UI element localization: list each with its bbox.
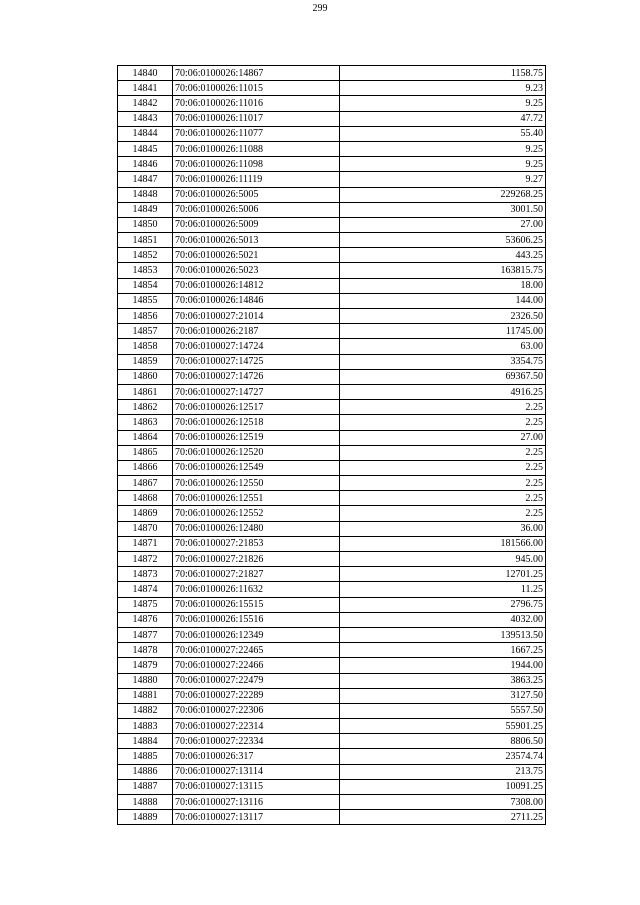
- table-row: [118, 476, 546, 491]
- cadastral-number-cell: 70:06:0100026:317: [173, 749, 340, 764]
- cadastral-number-cell: 70:06:0100027:14725: [173, 354, 340, 369]
- cadastral-number-cell: 70:06:0100026:11632: [173, 582, 340, 597]
- table-row: [118, 248, 546, 263]
- table-row: [118, 582, 546, 597]
- value-cell: 3863.25: [340, 673, 546, 688]
- row-number-cell: 14863: [118, 415, 173, 430]
- cadastral-number-cell: 70:06:0100026:5009: [173, 217, 340, 232]
- cadastral-number-cell: 70:06:0100026:12520: [173, 445, 340, 460]
- value-cell: 7308.00: [340, 795, 546, 810]
- row-number-cell: 14881: [118, 688, 173, 703]
- value-cell: 47.72: [340, 111, 546, 126]
- cadastral-number-cell: 70:06:0100026:12550: [173, 476, 340, 491]
- value-cell: 2796.75: [340, 597, 546, 612]
- row-number-cell: 14868: [118, 491, 173, 506]
- value-cell: 2.25: [340, 415, 546, 430]
- table-row: [118, 96, 546, 111]
- cadastral-number-cell: 70:06:0100027:21826: [173, 552, 340, 567]
- cadastral-number-cell: 70:06:0100026:11017: [173, 111, 340, 126]
- value-cell: 12701.25: [340, 567, 546, 582]
- cadastral-number-cell: 70:06:0100026:12551: [173, 491, 340, 506]
- value-cell: 27.00: [340, 430, 546, 445]
- cadastral-number-cell: 70:06:0100026:14812: [173, 278, 340, 293]
- table-row: [118, 445, 546, 460]
- value-cell: 5557.50: [340, 703, 546, 718]
- row-number-cell: 14841: [118, 81, 173, 96]
- row-number-cell: 14875: [118, 597, 173, 612]
- value-cell: 9.27: [340, 172, 546, 187]
- table-row: [118, 552, 546, 567]
- cadastral-number-cell: 70:06:0100027:21014: [173, 309, 340, 324]
- row-number-cell: 14858: [118, 339, 173, 354]
- table-row: [118, 354, 546, 369]
- row-number-cell: 14857: [118, 324, 173, 339]
- table-row: [118, 415, 546, 430]
- table-body: [118, 66, 546, 825]
- row-number-cell: 14884: [118, 734, 173, 749]
- table-row: [118, 369, 546, 384]
- table-row: [118, 309, 546, 324]
- row-number-cell: 14861: [118, 384, 173, 399]
- value-cell: 3001.50: [340, 202, 546, 217]
- table-row: [118, 339, 546, 354]
- value-cell: 11745.00: [340, 324, 546, 339]
- table-row: [118, 719, 546, 734]
- cadastral-number-cell: 70:06:0100026:14846: [173, 293, 340, 308]
- cadastral-number-cell: 70:06:0100026:2187: [173, 324, 340, 339]
- value-cell: 9.23: [340, 81, 546, 96]
- cadastral-number-cell: 70:06:0100027:22306: [173, 703, 340, 718]
- value-cell: 10091.25: [340, 779, 546, 794]
- table-row: [118, 673, 546, 688]
- cadastral-number-cell: 70:06:0100026:11016: [173, 96, 340, 111]
- table-row: [118, 384, 546, 399]
- table-row: [118, 627, 546, 642]
- row-number-cell: 14846: [118, 157, 173, 172]
- table-row: [118, 658, 546, 673]
- table-row: [118, 506, 546, 521]
- value-cell: 55.40: [340, 126, 546, 141]
- row-number-cell: 14862: [118, 400, 173, 415]
- cadastral-number-cell: 70:06:0100026:5013: [173, 233, 340, 248]
- cadastral-number-cell: 70:06:0100026:11119: [173, 172, 340, 187]
- value-cell: 1944.00: [340, 658, 546, 673]
- row-number-cell: 14845: [118, 141, 173, 156]
- value-cell: 9.25: [340, 141, 546, 156]
- row-number-cell: 14859: [118, 354, 173, 369]
- value-cell: 181566.00: [340, 536, 546, 551]
- table-row: [118, 81, 546, 96]
- row-number-cell: 14874: [118, 582, 173, 597]
- page-number: 299: [312, 3, 328, 14]
- table-row: [118, 567, 546, 582]
- value-cell: 1158.75: [340, 66, 546, 81]
- cadastral-number-cell: 70:06:0100026:11077: [173, 126, 340, 141]
- value-cell: 53606.25: [340, 233, 546, 248]
- row-number-cell: 14870: [118, 521, 173, 536]
- table-row: [118, 643, 546, 658]
- table-row: [118, 810, 546, 825]
- cadastral-number-cell: 70:06:0100026:15515: [173, 597, 340, 612]
- row-number-cell: 14847: [118, 172, 173, 187]
- row-number-cell: 14852: [118, 248, 173, 263]
- cadastral-number-cell: 70:06:0100026:12349: [173, 627, 340, 642]
- row-number-cell: 14883: [118, 719, 173, 734]
- value-cell: 18.00: [340, 278, 546, 293]
- cadastral-number-cell: 70:06:0100026:15516: [173, 612, 340, 627]
- row-number-cell: 14872: [118, 552, 173, 567]
- row-number-cell: 14856: [118, 309, 173, 324]
- table-row: [118, 597, 546, 612]
- row-number-cell: 14864: [118, 430, 173, 445]
- value-cell: 2.25: [340, 445, 546, 460]
- row-number-cell: 14885: [118, 749, 173, 764]
- table-row: [118, 521, 546, 536]
- value-cell: 9.25: [340, 157, 546, 172]
- row-number-cell: 14849: [118, 202, 173, 217]
- value-cell: 3354.75: [340, 354, 546, 369]
- table-row: [118, 734, 546, 749]
- value-cell: 2.25: [340, 491, 546, 506]
- cadastral-number-cell: 70:06:0100027:13115: [173, 779, 340, 794]
- table-row: [118, 202, 546, 217]
- value-cell: 1667.25: [340, 643, 546, 658]
- row-number-cell: 14873: [118, 567, 173, 582]
- row-number-cell: 14844: [118, 126, 173, 141]
- table-row: [118, 157, 546, 172]
- row-number-cell: 14865: [118, 445, 173, 460]
- row-number-cell: 14879: [118, 658, 173, 673]
- table-row: [118, 779, 546, 794]
- row-number-cell: 14851: [118, 233, 173, 248]
- cadastral-number-cell: 70:06:0100027:22466: [173, 658, 340, 673]
- value-cell: 163815.75: [340, 263, 546, 278]
- table-row: [118, 233, 546, 248]
- cadastral-number-cell: 70:06:0100026:5006: [173, 202, 340, 217]
- value-cell: 2.25: [340, 460, 546, 475]
- table-row: [118, 187, 546, 202]
- row-number-cell: 14843: [118, 111, 173, 126]
- value-cell: 945.00: [340, 552, 546, 567]
- cadastral-number-cell: 70:06:0100027:13116: [173, 795, 340, 810]
- table-row: [118, 111, 546, 126]
- cadastral-number-cell: 70:06:0100026:11088: [173, 141, 340, 156]
- cadastral-number-cell: 70:06:0100027:14727: [173, 384, 340, 399]
- value-cell: 4032.00: [340, 612, 546, 627]
- cadastral-number-cell: 70:06:0100026:11098: [173, 157, 340, 172]
- value-cell: 213.75: [340, 764, 546, 779]
- table-row: [118, 703, 546, 718]
- table-row: [118, 612, 546, 627]
- row-number-cell: 14860: [118, 369, 173, 384]
- table-row: [118, 430, 546, 445]
- row-number-cell: 14877: [118, 627, 173, 642]
- cadastral-number-cell: 70:06:0100027:13114: [173, 764, 340, 779]
- row-number-cell: 14842: [118, 96, 173, 111]
- value-cell: 2.25: [340, 506, 546, 521]
- data-table: [117, 65, 546, 825]
- value-cell: 63.00: [340, 339, 546, 354]
- row-number-cell: 14869: [118, 506, 173, 521]
- value-cell: 69367.50: [340, 369, 546, 384]
- cadastral-number-cell: 70:06:0100026:12549: [173, 460, 340, 475]
- table-row: [118, 293, 546, 308]
- row-number-cell: 14871: [118, 536, 173, 551]
- value-cell: 2.25: [340, 400, 546, 415]
- row-number-cell: 14882: [118, 703, 173, 718]
- row-number-cell: 14850: [118, 217, 173, 232]
- cadastral-number-cell: 70:06:0100027:22334: [173, 734, 340, 749]
- cadastral-number-cell: 70:06:0100026:12519: [173, 430, 340, 445]
- value-cell: 2.25: [340, 476, 546, 491]
- row-number-cell: 14876: [118, 612, 173, 627]
- row-number-cell: 14889: [118, 810, 173, 825]
- value-cell: 27.00: [340, 217, 546, 232]
- table-row: [118, 126, 546, 141]
- cadastral-number-cell: 70:06:0100026:12518: [173, 415, 340, 430]
- cadastral-number-cell: 70:06:0100027:22465: [173, 643, 340, 658]
- row-number-cell: 14887: [118, 779, 173, 794]
- table-row: [118, 263, 546, 278]
- cadastral-number-cell: 70:06:0100026:12517: [173, 400, 340, 415]
- value-cell: 4916.25: [340, 384, 546, 399]
- cadastral-number-cell: 70:06:0100027:14724: [173, 339, 340, 354]
- table-row: [118, 217, 546, 232]
- table-row: [118, 141, 546, 156]
- value-cell: 443.25: [340, 248, 546, 263]
- cadastral-number-cell: 70:06:0100027:21827: [173, 567, 340, 582]
- table-row: [118, 278, 546, 293]
- value-cell: 3127.50: [340, 688, 546, 703]
- value-cell: 144.00: [340, 293, 546, 308]
- table-row: [118, 536, 546, 551]
- table-row: [118, 749, 546, 764]
- cadastral-number-cell: 70:06:0100027:13117: [173, 810, 340, 825]
- row-number-cell: 14840: [118, 66, 173, 81]
- cadastral-number-cell: 70:06:0100026:5021: [173, 248, 340, 263]
- value-cell: 229268.25: [340, 187, 546, 202]
- table-row: [118, 66, 546, 81]
- cadastral-number-cell: 70:06:0100027:22479: [173, 673, 340, 688]
- row-number-cell: 14855: [118, 293, 173, 308]
- cadastral-number-cell: 70:06:0100027:22289: [173, 688, 340, 703]
- cadastral-number-cell: 70:06:0100026:14867: [173, 66, 340, 81]
- row-number-cell: 14878: [118, 643, 173, 658]
- row-number-cell: 14853: [118, 263, 173, 278]
- cadastral-number-cell: 70:06:0100026:12552: [173, 506, 340, 521]
- value-cell: 55901.25: [340, 719, 546, 734]
- table-row: [118, 688, 546, 703]
- value-cell: 139513.50: [340, 627, 546, 642]
- table-row: [118, 460, 546, 475]
- value-cell: 2711.25: [340, 810, 546, 825]
- table-row: [118, 491, 546, 506]
- value-cell: 2326.50: [340, 309, 546, 324]
- cadastral-number-cell: 70:06:0100026:5005: [173, 187, 340, 202]
- table-row: [118, 795, 546, 810]
- table-row: [118, 400, 546, 415]
- row-number-cell: 14886: [118, 764, 173, 779]
- cadastral-number-cell: 70:06:0100026:12480: [173, 521, 340, 536]
- value-cell: 36.00: [340, 521, 546, 536]
- cadastral-number-cell: 70:06:0100027:21853: [173, 536, 340, 551]
- cadastral-number-cell: 70:06:0100026:11015: [173, 81, 340, 96]
- cadastral-number-cell: 70:06:0100026:5023: [173, 263, 340, 278]
- table-row: [118, 324, 546, 339]
- value-cell: 11.25: [340, 582, 546, 597]
- table-row: [118, 764, 546, 779]
- value-cell: 8806.50: [340, 734, 546, 749]
- cadastral-number-cell: 70:06:0100027:14726: [173, 369, 340, 384]
- table-row: [118, 172, 546, 187]
- row-number-cell: 14854: [118, 278, 173, 293]
- row-number-cell: 14867: [118, 476, 173, 491]
- value-cell: 9.25: [340, 96, 546, 111]
- row-number-cell: 14848: [118, 187, 173, 202]
- row-number-cell: 14866: [118, 460, 173, 475]
- cadastral-number-cell: 70:06:0100027:22314: [173, 719, 340, 734]
- row-number-cell: 14880: [118, 673, 173, 688]
- row-number-cell: 14888: [118, 795, 173, 810]
- value-cell: 23574.74: [340, 749, 546, 764]
